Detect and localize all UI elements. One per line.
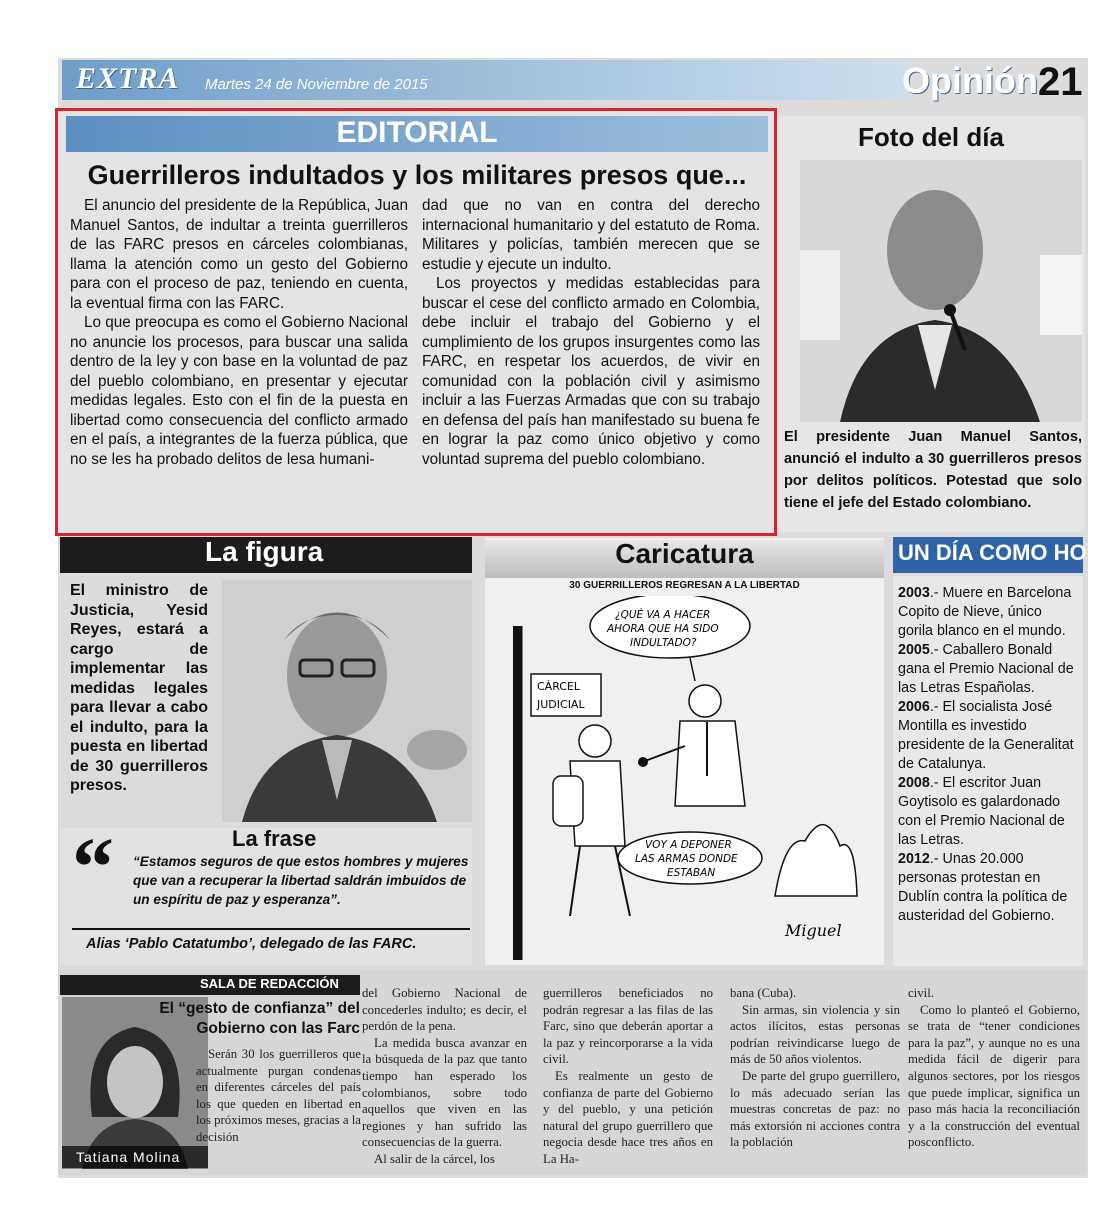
bubble-bottom-line-3: ESTABAN — [667, 867, 716, 879]
photo-caption: El presidente Juan Manuel Santos, anunció el indulto a 30 guerrilleros presos por delitos políticos. Potestad que solo tiene el jefe del Estado colombiano. — [784, 429, 1082, 511]
paragraph: De parte del grupo guerrillero, lo más adecuado serían las muestras concretas de paz: no más extorsión ni acciones contra la población — [730, 1068, 900, 1150]
editorial-label: EDITORIAL — [336, 116, 498, 149]
entry-year: 2008 — [898, 775, 930, 791]
paragraph: guerrilleros beneficiados no podrán regresar a las filas de las Farc, sino que deberán aportar a la paz y reincorporarse a la vida civil. — [543, 986, 713, 1067]
header-bar — [62, 60, 912, 100]
president-photo — [800, 160, 1082, 422]
figure-title: La figura — [205, 536, 324, 567]
entry-text: .- El escritor Juan Goytisolo es galardonado con el Premio Nacional de las Letras. — [898, 775, 1065, 848]
paragraph: civil. — [908, 986, 934, 1000]
cartoon-title: Caricatura — [615, 538, 754, 569]
paragraph: La medida busca avanzar en la búsqueda de la paz que tanto tiempo han esperado los colombianos, sobre todo aquellos que viven en las regiones y han sufrido las consecuencias de la guerra. — [362, 1035, 527, 1150]
entry-year: 2006 — [898, 699, 930, 715]
editorial-headline: Guerrilleros indultados y los militares presos que... — [87, 160, 747, 190]
paragraph: Los proyectos y medidas establecidas para buscar el cese del conflicto armado en Colombia, debe incluir el trabajo del Gobierno y el cumplimiento de los grupos insurgentes como las FARC, en respetar los acuerdos, de vivir en comunidad con la población civil y asimismo incluir a las Fuerzas Armadas que con su trabajo en defensa del país han manifestado su buena fe en lograr la paz como único objetivo y como voluntad suprema del pueblo colombiano. — [422, 275, 760, 468]
bubble-top-line-3: INDULTADO? — [630, 637, 697, 649]
bubble-top-line-1: ¿QUÉ VA A HACER — [615, 609, 711, 621]
newsroom-column-2 — [362, 985, 527, 1168]
entry-year: 2003 — [898, 585, 930, 601]
sign-text-2: JUDICIAL — [537, 698, 585, 711]
cartoon-subtitle: 30 GUERRILLEROS REGRESAN A LA LIBERTAD — [569, 580, 800, 591]
quote-title: La frase — [232, 826, 317, 851]
quote-mark-icon: “ — [72, 821, 114, 914]
paragraph: dad que no van en contra del derecho internacional humanitario y del estatuto de Roma. Militares y policías, también merecen que se estudie y ejecute un indulto. — [422, 197, 760, 273]
paragraph: Al salir de la cárcel, los — [374, 1151, 495, 1166]
list-item — [898, 698, 1080, 774]
newspaper-logo: EXTRA — [76, 62, 180, 95]
section-title: Opinión — [902, 60, 1038, 101]
page-number: 21 — [1038, 60, 1083, 104]
column-headline: El “gesto de confianza” del Gobierno con las Farc — [159, 1000, 360, 1037]
list-item — [898, 850, 1080, 926]
bubble-bottom-line-2: LAS ARMAS DONDE — [635, 853, 738, 865]
divider — [72, 928, 470, 930]
sign-text-1: CÁRCEL — [537, 680, 581, 693]
newsroom-label: SALA DE REDACCIÓN — [200, 976, 339, 991]
list-item — [898, 641, 1080, 698]
entry-text: .- Unas 20.000 personas protestan en Dublín contra la política de austeridad del Gobierno. — [898, 851, 1068, 924]
paragraph: Serán 30 los guerrilleros que actualmente purgan condenas en diferentes cárceles del país los que queden en libertad en los próximos meses, gracias a la decisión — [196, 1047, 361, 1144]
paragraph: Es realmente un gesto de confianza de parte del Gobierno y del pueblo, y una petición natural del grupo guerrillero que negocia desde hace tres años en La Ha- — [543, 1068, 713, 1166]
newsroom-column-5 — [908, 985, 1080, 1151]
newsroom-column-4 — [730, 985, 900, 1151]
cartoonist-signature: Miguel — [785, 921, 842, 940]
paragraph: Lo que preocupa es como el Gobierno Nacional no anuncie los procesos, para buscar una salida dentro de la ley y con base en la voluntad de paz del pueblo colombiano, en presentar y ejecutar medidas legales. Esto con el fin de la puesta en libertad como consecuencia del conflicto armado en el país, a integrantes de la fuerza pública, que no se les ha probado delitos de lesa humani- — [70, 314, 408, 468]
list-item — [898, 584, 1080, 641]
bubble-bottom-line-1: VOY A DEPONER — [645, 839, 732, 851]
bubble-top-line-2: AHORA QUE HA SIDO — [607, 623, 719, 635]
entry-year: 2005 — [898, 642, 930, 658]
list-item — [898, 774, 1080, 850]
newsroom-column-3 — [543, 985, 713, 1168]
paragraph: bana (Cuba). — [730, 986, 797, 1000]
paragraph: Como lo planteó el Gobierno, se trata de “tener condiciones para la paz”, y aunque no es una medida fácil de digerir para algunos sectores, por los riesgos que puede implicar, significa un paso más hacia la reconciliación y a la construcción del eventual posconflicto. — [908, 1002, 1080, 1150]
photo-of-day-title: Foto del día — [858, 122, 1004, 152]
editorial-column-1 — [70, 196, 408, 469]
editorial-column-2 — [422, 196, 760, 469]
paragraph: Sin armas, sin violencia y sin actos ilícitos, estas personas podrían reivindicarse luego de más de 50 años violentos. — [730, 1002, 900, 1067]
figure-text: El ministro de Justicia, Yesid Reyes, estará a cargo de implementar las medidas legales para llevar a cabo el indulto, para la puesta en libertad de 30 guerrilleros presos. — [70, 582, 208, 794]
author-name: Tatiana Molina — [76, 1149, 181, 1165]
quote-attribution: Alias ‘Pablo Catatumbo’, delegado de las FARC. — [86, 936, 417, 952]
entry-text: .- Muere en Barcelona Copito de Nieve, único gorila blanco en el mundo. — [898, 585, 1072, 639]
paragraph: del Gobierno Nacional de concederles indulto; es decir, el perdón de la pena. — [362, 986, 527, 1034]
newsroom-column-1 — [196, 1046, 361, 1146]
issue-date: Martes 24 de Noviembre de 2015 — [205, 76, 428, 93]
entry-text: .- El socialista José Montilla es investido presidente de la Generalitat de Catalunya. — [898, 699, 1074, 772]
paragraph: El anuncio del presidente de la República, Juan Manuel Santos, de indultar a treinta guerrilleros de las FARC presos en cárceles colombianas, llama la atención como un gesto del Gobierno para con el proceso de paz, teniendo en cuenta, la eventual firma con las FARC. — [70, 197, 408, 312]
on-this-day-title: UN DÍA COMO HOY — [898, 540, 1102, 565]
entry-text: .- Caballero Bonald gana el Premio Nacional de las Letras Españolas. — [898, 642, 1074, 696]
on-this-day-list — [898, 584, 1080, 926]
entry-year: 2012 — [898, 851, 930, 867]
cartoon-illustration — [495, 596, 875, 960]
minister-photo — [222, 580, 472, 822]
quote-text: “Estamos seguros de que estos hombres y mujeres que van a recuperar la libertad saldrán imbuidos de un espíritu de paz y esperanza”. — [133, 854, 469, 907]
